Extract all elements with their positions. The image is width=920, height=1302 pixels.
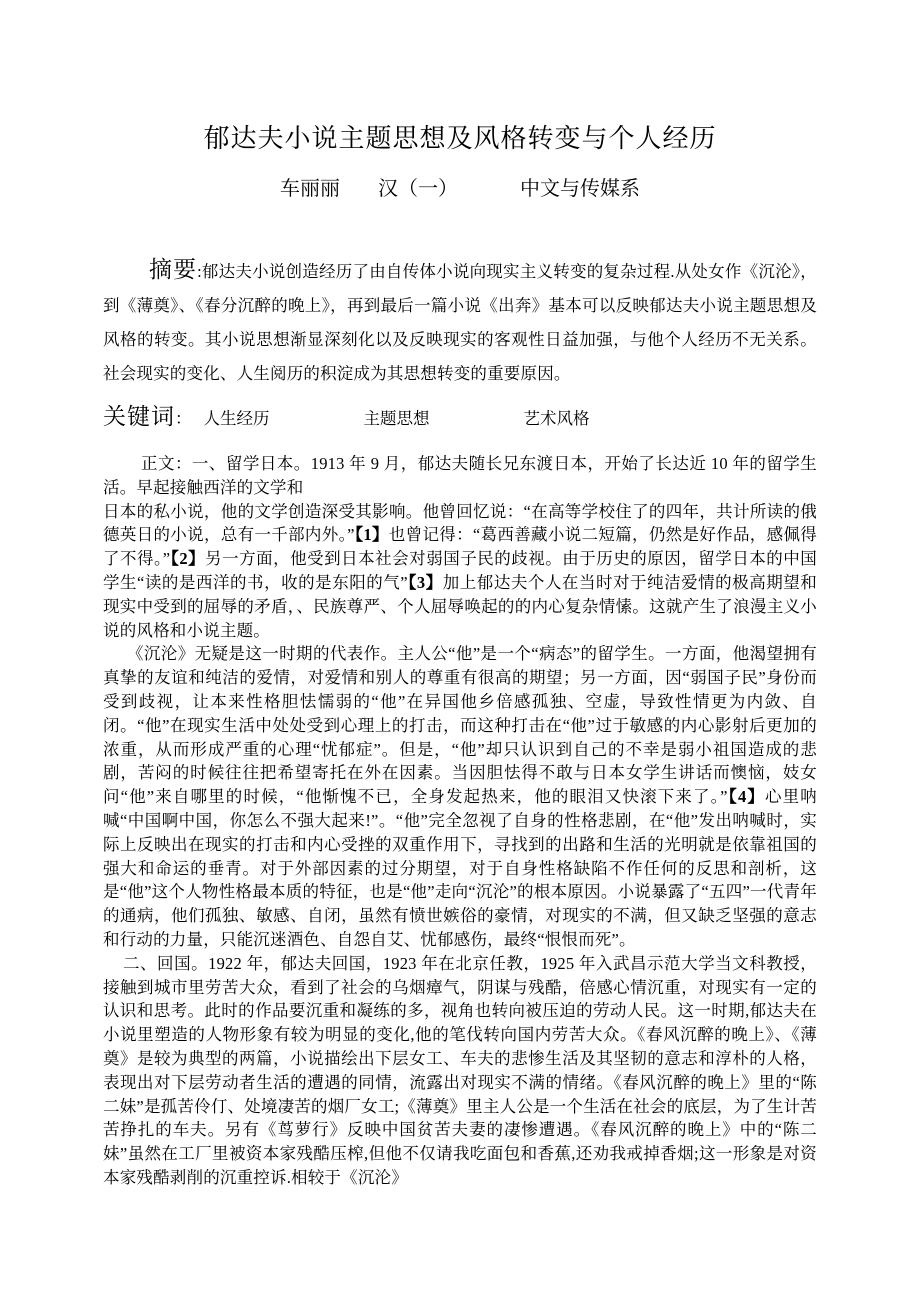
keywords-line	[103, 397, 817, 439]
paragraph-intro	[103, 452, 817, 500]
paragraph-text: 正文：一、留学日本。1913 年 9 月，郁达夫随长兄东渡日本，开始了长达近 10 年的留学生活。早起接触西洋的文学和	[103, 454, 817, 497]
paragraph-text: 心里呐喊“中国啊中国，你怎么不强大起来!”。“他”完全忽视了自身的性格悲剧，在“他”发出呐喊时，实际上反映出在现实的打击和内心受挫的双重作用下，寻找到的出路和生活的光明就是依靠祖国的强大和命运的垂青。对于外部因素的过分期望，对于自身性格缺陷不作任何的反思和剖析，这是“他”这个人物性格最本质的特征，也是“他”走向“沉沦”的根本原因。小说暴露了“五四”一代青年的通病，他们孤独、敏感、自闭，虽然有愤世嫉俗的豪情，对现实的不满，但又缺乏坚强的意志和行动的力量，只能沉迷酒色、自怨自艾、忧郁感伤，最终“恨恨而死”。	[103, 787, 817, 949]
abstract-text: 郁达夫小说创造经历了由自传体小说向现实主义转变的复杂过程.从处女作《沉沦》，到《薄奠》、《春分沉醉的晚上》，再到最后一篇小说《出奔》基本可以反映郁达夫小说主题思想及风格的转变。其小说思想渐显深刻化以及反映现实的客观性日益加强，与他个人经历不无关系。社会现实的变化、人生阅历的积淀成为其思想转变的重要原因。	[103, 262, 817, 383]
citation-marker: 【2】	[170, 549, 206, 569]
paragraph-text: 加上郁达夫个人在当时对于纯洁爱情的极高期望和现实中受到的屈辱的矛盾，、民族尊严、个人屈辱唤起的的内心复杂情愫。这就产生了浪漫主义小说的风格和小说主题。	[103, 572, 817, 640]
author-class: 汉（一）	[378, 178, 458, 200]
paragraph-text: 也曾记得：“葛西善藏小说二短篇，仍然是好作品，感佩得了不得。”	[103, 525, 817, 569]
citation-marker: 【1】	[354, 525, 389, 545]
abstract-label: 摘要	[149, 257, 198, 282]
paragraph-return-home	[103, 952, 817, 1190]
keywords-label: 关键词	[103, 404, 175, 429]
abstract-paragraph	[103, 253, 817, 391]
abstract-colon: :	[197, 262, 202, 281]
paragraph-chenlun	[103, 642, 817, 951]
paragraph-japan-study	[103, 500, 817, 643]
keywords-colon: ：	[175, 409, 192, 428]
citation-marker: 【3】	[407, 572, 443, 592]
paragraph-text: 《沉沦》无疑是这一时期的代表作。主人公“他”是一个“病态”的留学生。一方面，他渴望拥有真挚的友谊和纯洁的爱情，对爱情和别人的尊重有很高的期望；另一方面，因“弱国子民”身份而受到歧视，让本来性格胆怯懦弱的“他”在异国他乡倍感孤独、空虚，导致性情更为内敛、自闭。“他”在现实生活中处处受到心理上的打击，而这种打击在“他”过于敏感的内心影射后更加的浓重，从而形成严重的心理“忧郁症”。但是，“他”却只认识到自己的不幸是弱小祖国造成的悲剧，苦闷的时候往往把希望寄托在外在因素。当因胆怯得不敢与日本女学生讲话而懊恼，妓女问“他”来自哪里的时候，“他惭愧不已，全身发起热来，他的眼泪又快滚下来了。”	[103, 644, 817, 807]
document-title: 郁达夫小说主题思想及风格转变与个人经历	[203, 124, 717, 153]
author-line	[103, 172, 817, 201]
paragraph-text: 另一方面，他受到日本社会对弱国子民的歧视。由于历史的原因，留学日本的中国学生“读的是西洋的书，收的是东阳的气”	[103, 549, 817, 592]
author-name: 车丽丽	[280, 178, 340, 200]
keyword-item: 主题思想	[363, 409, 430, 428]
paragraph-text: 二、回国。1922 年，郁达夫回国，1923 年在北京任教，1925 年入武昌示范大学当文科教授，接触到城市里劳苦大众，看到了社会的乌烟瘴气，阴谋与残酷，倍感心情沉重，对现实有一定的认识和思考。此时的作品要沉重和凝练的多，视角也转向被压迫的劳动人民。这一时期,郁达夫在小说里塑造的人物形象有较为明显的变化,他的笔伐转向国内劳苦大众。《春风沉醉的晚上》、《薄奠》是较为典型的两篇，小说描绘出下层女工、车夫的悲惨生活及其坚韧的意志和淳朴的人格，表现出对下层劳动者生活的遭遇的同情，流露出对现实不满的情绪。《春风沉醉的晚上》里的“陈二妹”是孤苦伶仃、处境凄苦的烟厂女工;《薄奠》里主人公是一个生活在社会的底层，为了生计苦苦挣扎的车夫。另有《茑萝行》反映中国贫苦夫妻的凄惨遭遇。《春风沉醉的晚上》中的“陈二妹”虽然在工厂里被资本家残酷压榨,但他不仅请我吃面包和香蕉,还劝我戒掉香烟;这一形象是对资本家残酷剥削的沉重控诉.相较于《沉沦》	[103, 953, 817, 1187]
keyword-item: 艺术风格	[523, 409, 590, 428]
author-department: 中文与传媒系	[520, 178, 640, 200]
citation-marker: 【4】	[727, 787, 765, 807]
keyword-item: 人生经历	[203, 409, 270, 428]
paragraph-text: 日本的私小说，他的文学创造深受其影响。他曾回忆说：“在高等学校住了的四年，共计所读的俄德英日的小说，总有一千部内外。”	[103, 501, 817, 545]
